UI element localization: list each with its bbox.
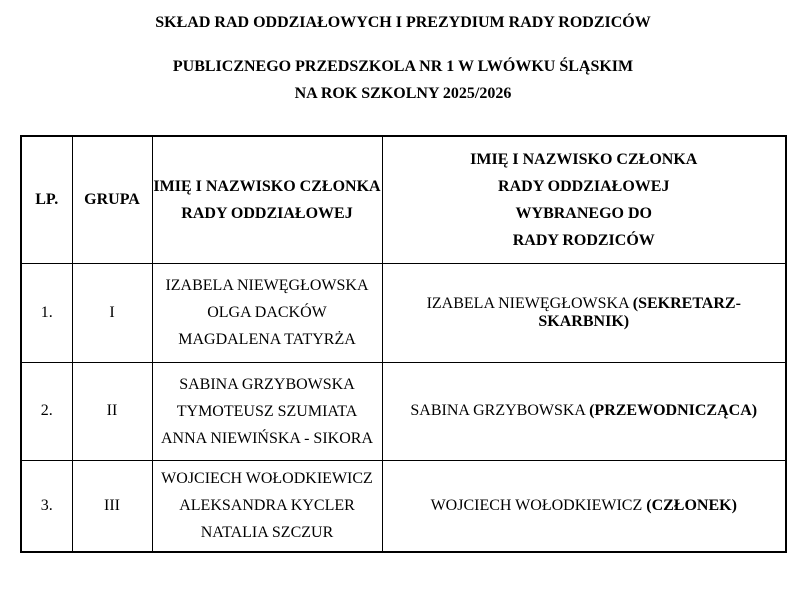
member-name: ANNA NIEWIŃSKA - SIKORA (161, 429, 373, 447)
table-row-group-1 (21, 263, 786, 362)
header-group: GRUPA (72, 136, 152, 263)
member-name: WOJCIECH WOŁODKIEWICZ (161, 470, 373, 488)
elected-member-role: (SEKRETARZ-SKARBNIK) (538, 294, 741, 330)
title-line-1: SKŁAD RAD ODDZIAŁOWYCH I PREZYDIUM RADY RODZICÓW (155, 14, 651, 31)
member-name: SABINA GRZYBOWSKA (179, 375, 355, 393)
cell-group: III (72, 460, 152, 552)
member-name: OLGA DACKÓW (207, 304, 327, 321)
header-member (152, 136, 382, 263)
header-elected-line-3: WYBRANEGO DO (515, 204, 652, 222)
council-roster-table (20, 135, 787, 553)
elected-member-name: IZABELA NIEWĘGŁOWSKA (426, 294, 629, 312)
elected-member-role: (PRZEWODNICZĄCA) (589, 402, 758, 419)
cell-members (152, 460, 382, 552)
header-elected (382, 136, 786, 263)
member-name: MAGDALENA TATYRŻA (178, 331, 356, 348)
header-lp: LP. (21, 136, 72, 263)
cell-elected (382, 362, 786, 460)
member-name: ALEKSANDRA KYCLER (179, 497, 355, 515)
header-elected-line-1: IMIĘ I NAZWISKO CZŁONKA (470, 150, 698, 168)
document-title-block (0, 14, 806, 103)
cell-lp: 2. (21, 362, 72, 460)
header-elected-line-2: RADY ODDZIAŁOWEJ (498, 177, 670, 195)
cell-group: I (72, 263, 152, 362)
title-line-3: NA ROK SZKOLNY 2025/2026 (294, 85, 512, 102)
member-name: NATALIA SZCZUR (200, 524, 334, 542)
member-name: TYMOTEUSZ SZUMIATA (176, 402, 358, 420)
elected-member-name: WOJCIECH WOŁODKIEWICZ (430, 496, 643, 514)
cell-members (152, 362, 382, 460)
table-row-group-3 (21, 460, 786, 552)
elected-member-name: SABINA GRZYBOWSKA (410, 402, 586, 419)
cell-lp: 3. (21, 460, 72, 552)
table-row-group-2 (21, 362, 786, 460)
header-member-line-2: RADY ODDZIAŁOWEJ (181, 204, 353, 222)
member-name: IZABELA NIEWĘGŁOWSKA (165, 277, 369, 294)
cell-group: II (72, 362, 152, 460)
cell-elected (382, 263, 786, 362)
header-elected-line-4: RADY RODZICÓW (512, 231, 655, 249)
cell-members (152, 263, 382, 362)
cell-lp: 1. (21, 263, 72, 362)
elected-member-role: (CZŁONEK) (646, 496, 737, 514)
cell-elected (382, 460, 786, 552)
header-member-line-1: IMIĘ I NAZWISKO CZŁONKA (153, 177, 381, 195)
title-line-2: PUBLICZNEGO PRZEDSZKOLA NR 1 W LWÓWKU ŚLĄSKIM (172, 58, 634, 75)
table-header-row (21, 136, 786, 263)
